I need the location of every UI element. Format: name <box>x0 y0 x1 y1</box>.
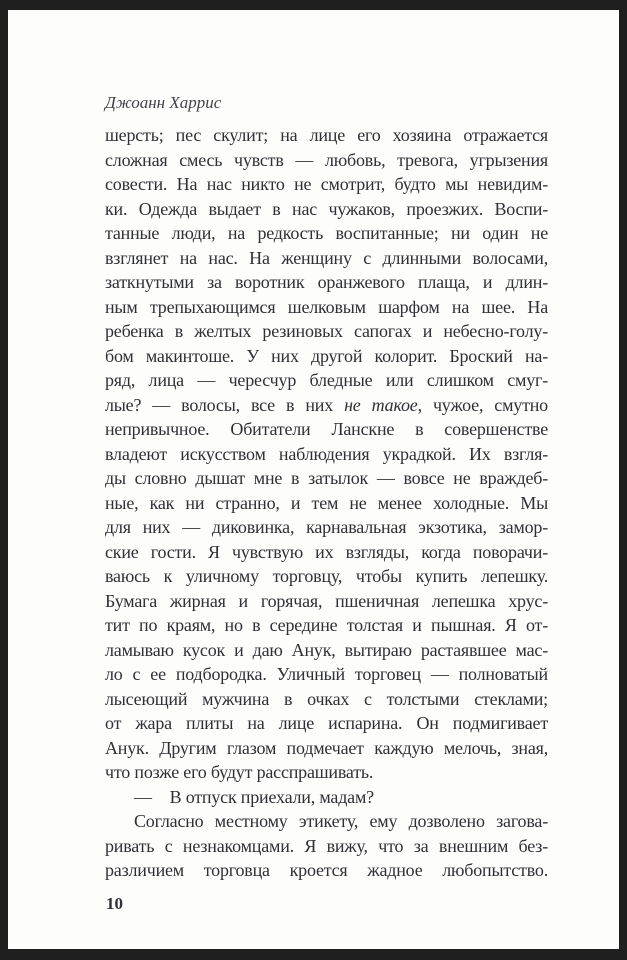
body-line <box>105 662 548 687</box>
body-line <box>105 270 548 295</box>
body-line-segment: лысеющий мужчина в очках с толстыми стеклами; <box>105 688 548 709</box>
body-line <box>105 711 548 736</box>
body-line <box>105 736 548 761</box>
body-line <box>105 638 548 663</box>
body-line-segment: , чужое, смутно <box>417 394 548 415</box>
page-number: 10 <box>106 894 123 913</box>
body-line-segment: различием торговца кроется жадное любопытство. <box>105 860 548 880</box>
body-line <box>105 613 548 638</box>
body-line-segment: сложная смесь чувств — любовь, тревога, угрызения <box>105 149 548 170</box>
body-line-segment: шерсть; пес скулит; на лице его хозяина отражается <box>105 125 548 145</box>
body-line <box>105 319 548 344</box>
body-line-segment: непривычное. Обитатели Ланскне в совершенстве <box>105 419 548 439</box>
body-line-segment: взглянет на нас. На женщину с длинными волосами, <box>105 247 548 268</box>
body-line <box>105 760 548 785</box>
body-line-segment: что позже его будут расспрашивать. <box>105 762 374 782</box>
body-line <box>105 295 548 320</box>
body-line-segment: — В отпуск приехали, мадам? <box>134 786 374 807</box>
body-line-segment: владеют искусством наблюдения украдкой. Их взгля- <box>105 443 548 464</box>
body-line-segment: лые? — волосы, все в них <box>105 394 345 415</box>
body-line-segment: ваюсь к уличному торговцу, чтобы купить лепешку. <box>105 566 548 586</box>
body-text <box>105 123 548 883</box>
body-line <box>105 246 548 271</box>
body-line-segment: ды словно дышат мне в затылок — вовсе не враждеб- <box>105 468 548 488</box>
body-line-segment: ские гости. Я чувствую их взгляды, когда поворачи- <box>105 541 548 562</box>
body-line-segment: от жара плиты на лице испарина. Он подмигивает <box>105 713 548 733</box>
body-line <box>105 858 548 883</box>
body-line <box>105 417 548 442</box>
body-line <box>105 687 548 712</box>
body-line <box>105 442 548 467</box>
body-line-segment: заткнутыми за воротник оранжевого плаща, и длин- <box>105 272 548 292</box>
body-line <box>105 540 548 565</box>
body-line <box>105 491 548 516</box>
body-line <box>105 564 548 589</box>
body-line <box>105 368 548 393</box>
body-line-segment: совести. На нас никто не смотрит, будто мы невидим- <box>105 174 548 194</box>
body-line-segment: танные люди, на редкость воспитанные; ни один не <box>105 223 548 243</box>
body-line-segment: ки. Одежда выдает в нас чужаков, проезжих. Воспи- <box>105 198 548 219</box>
body-line-segment: Бумага жирная и горячая, пшеничная лепешка хрус- <box>105 590 548 611</box>
body-line-segment: ряд, лица — чересчур бледные или слишком смуг- <box>105 370 548 390</box>
body-line <box>105 148 548 173</box>
body-line-segment: ламываю кусок и даю Анук, вытираю растаявшее мас- <box>105 639 548 660</box>
body-line <box>105 589 548 614</box>
body-line-segment: Анук. Другим глазом подмечает каждую мелочь, зная, <box>105 737 548 758</box>
body-line <box>105 221 548 246</box>
body-line-italic-segment: не такое <box>344 394 418 415</box>
body-line <box>105 515 548 540</box>
running-header-author: Джоанн Харрис <box>105 93 222 112</box>
body-line <box>105 197 548 222</box>
body-line-segment: тит по краям, но в середине толстая и пышная. Я от- <box>105 615 548 635</box>
body-line-segment: Согласно местному этикету, ему дозволено загова- <box>134 811 548 831</box>
body-line <box>105 466 548 491</box>
body-line <box>105 393 548 418</box>
book-page <box>8 10 619 949</box>
body-line <box>105 344 548 369</box>
body-line <box>105 834 548 859</box>
body-line-segment: для них — диковинка, карнавальная экзотика, замор- <box>105 517 548 537</box>
body-line-segment: ривать с незнакомцами. Я вижу, что за внешним без- <box>105 835 548 856</box>
body-line <box>105 123 548 148</box>
body-line-segment: ные, как ни странно, и тем не менее холодные. Мы <box>105 492 548 513</box>
body-line-segment: ло с ее подбородка. Уличный торговец — полноватый <box>105 664 548 684</box>
body-line-segment: ребенка в желтых резиновых сапогах и небесно-голу- <box>105 321 548 341</box>
body-line <box>105 785 548 810</box>
body-line <box>105 172 548 197</box>
body-line <box>105 809 548 834</box>
body-line-segment: бом макинтоше. У них другой колорит. Броский на- <box>105 345 548 366</box>
body-line-segment: ным трепыхающимся шелковым шарфом на шее. На <box>105 296 548 317</box>
